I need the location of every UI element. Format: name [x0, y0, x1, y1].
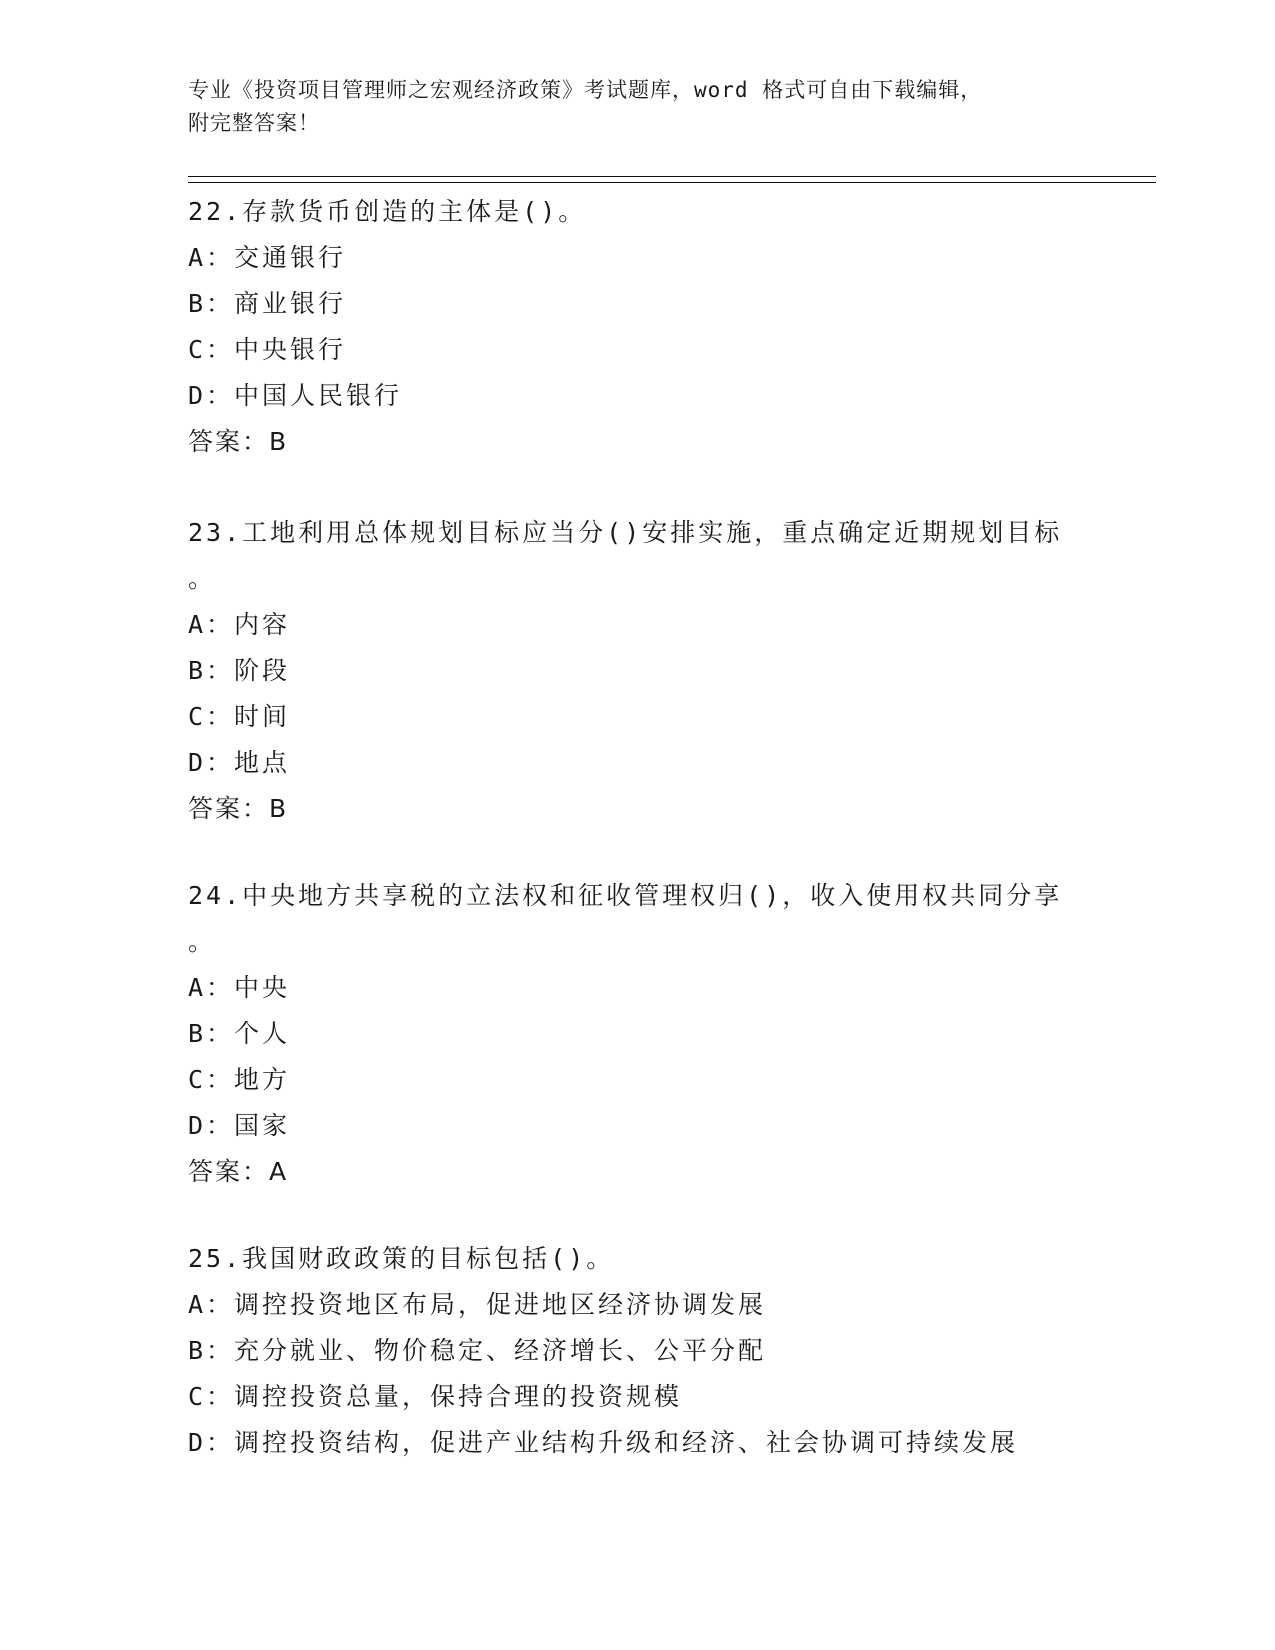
header-line-2: 附完整答案！: [188, 111, 320, 135]
option-b: B：充分就业、物价稳定、经济增长、公平分配: [188, 1336, 767, 1365]
question-23: [188, 510, 1088, 832]
answer-text: 答案：B: [188, 794, 289, 823]
option-a: A：调控投资地区布局，促进地区经济协调发展: [188, 1290, 767, 1319]
option-a: A：中央: [188, 973, 291, 1002]
question-24: [188, 873, 1088, 1195]
option-c: C：调控投资总量，保持合理的投资规模: [188, 1382, 683, 1411]
option-c: C：地方: [188, 1065, 291, 1094]
question-22: [188, 189, 1088, 465]
answer-text: 答案：A: [188, 1157, 289, 1186]
question-stem: 25.我国财政政策的目标包括()。: [188, 1244, 615, 1273]
question-stem-continuation: 。: [188, 564, 217, 593]
header-line-1: 专业《投资项目管理师之宏观经济政策》考试题库，word 格式可自由下载编辑，: [188, 78, 983, 102]
header-divider-top: [188, 176, 1156, 177]
option-b: B：个人: [188, 1019, 291, 1048]
option-b: B：阶段: [188, 656, 291, 685]
document-header: [188, 74, 1088, 140]
option-d: D：国家: [188, 1111, 291, 1140]
option-a: A：内容: [188, 610, 291, 639]
question-stem-continuation: 。: [188, 927, 217, 956]
option-c: C：时间: [188, 702, 291, 731]
question-25: [188, 1236, 1088, 1466]
option-d: D：中国人民银行: [188, 381, 403, 410]
option-d: D：调控投资结构，促进产业结构升级和经济、社会协调可持续发展: [188, 1428, 1019, 1457]
option-d: D：地点: [188, 748, 291, 777]
option-c: C：中央银行: [188, 335, 347, 364]
question-stem: 24.中央地方共享税的立法权和征收管理权归()，收入使用权共同分享: [188, 881, 1063, 910]
question-stem: 23.工地利用总体规划目标应当分()安排实施，重点确定近期规划目标: [188, 518, 1063, 547]
header-divider-bottom: [188, 182, 1156, 183]
question-stem: 22.存款货币创造的主体是()。: [188, 197, 587, 226]
answer-text: 答案：B: [188, 427, 289, 456]
option-a: A：交通银行: [188, 243, 347, 272]
option-b: B：商业银行: [188, 289, 347, 318]
